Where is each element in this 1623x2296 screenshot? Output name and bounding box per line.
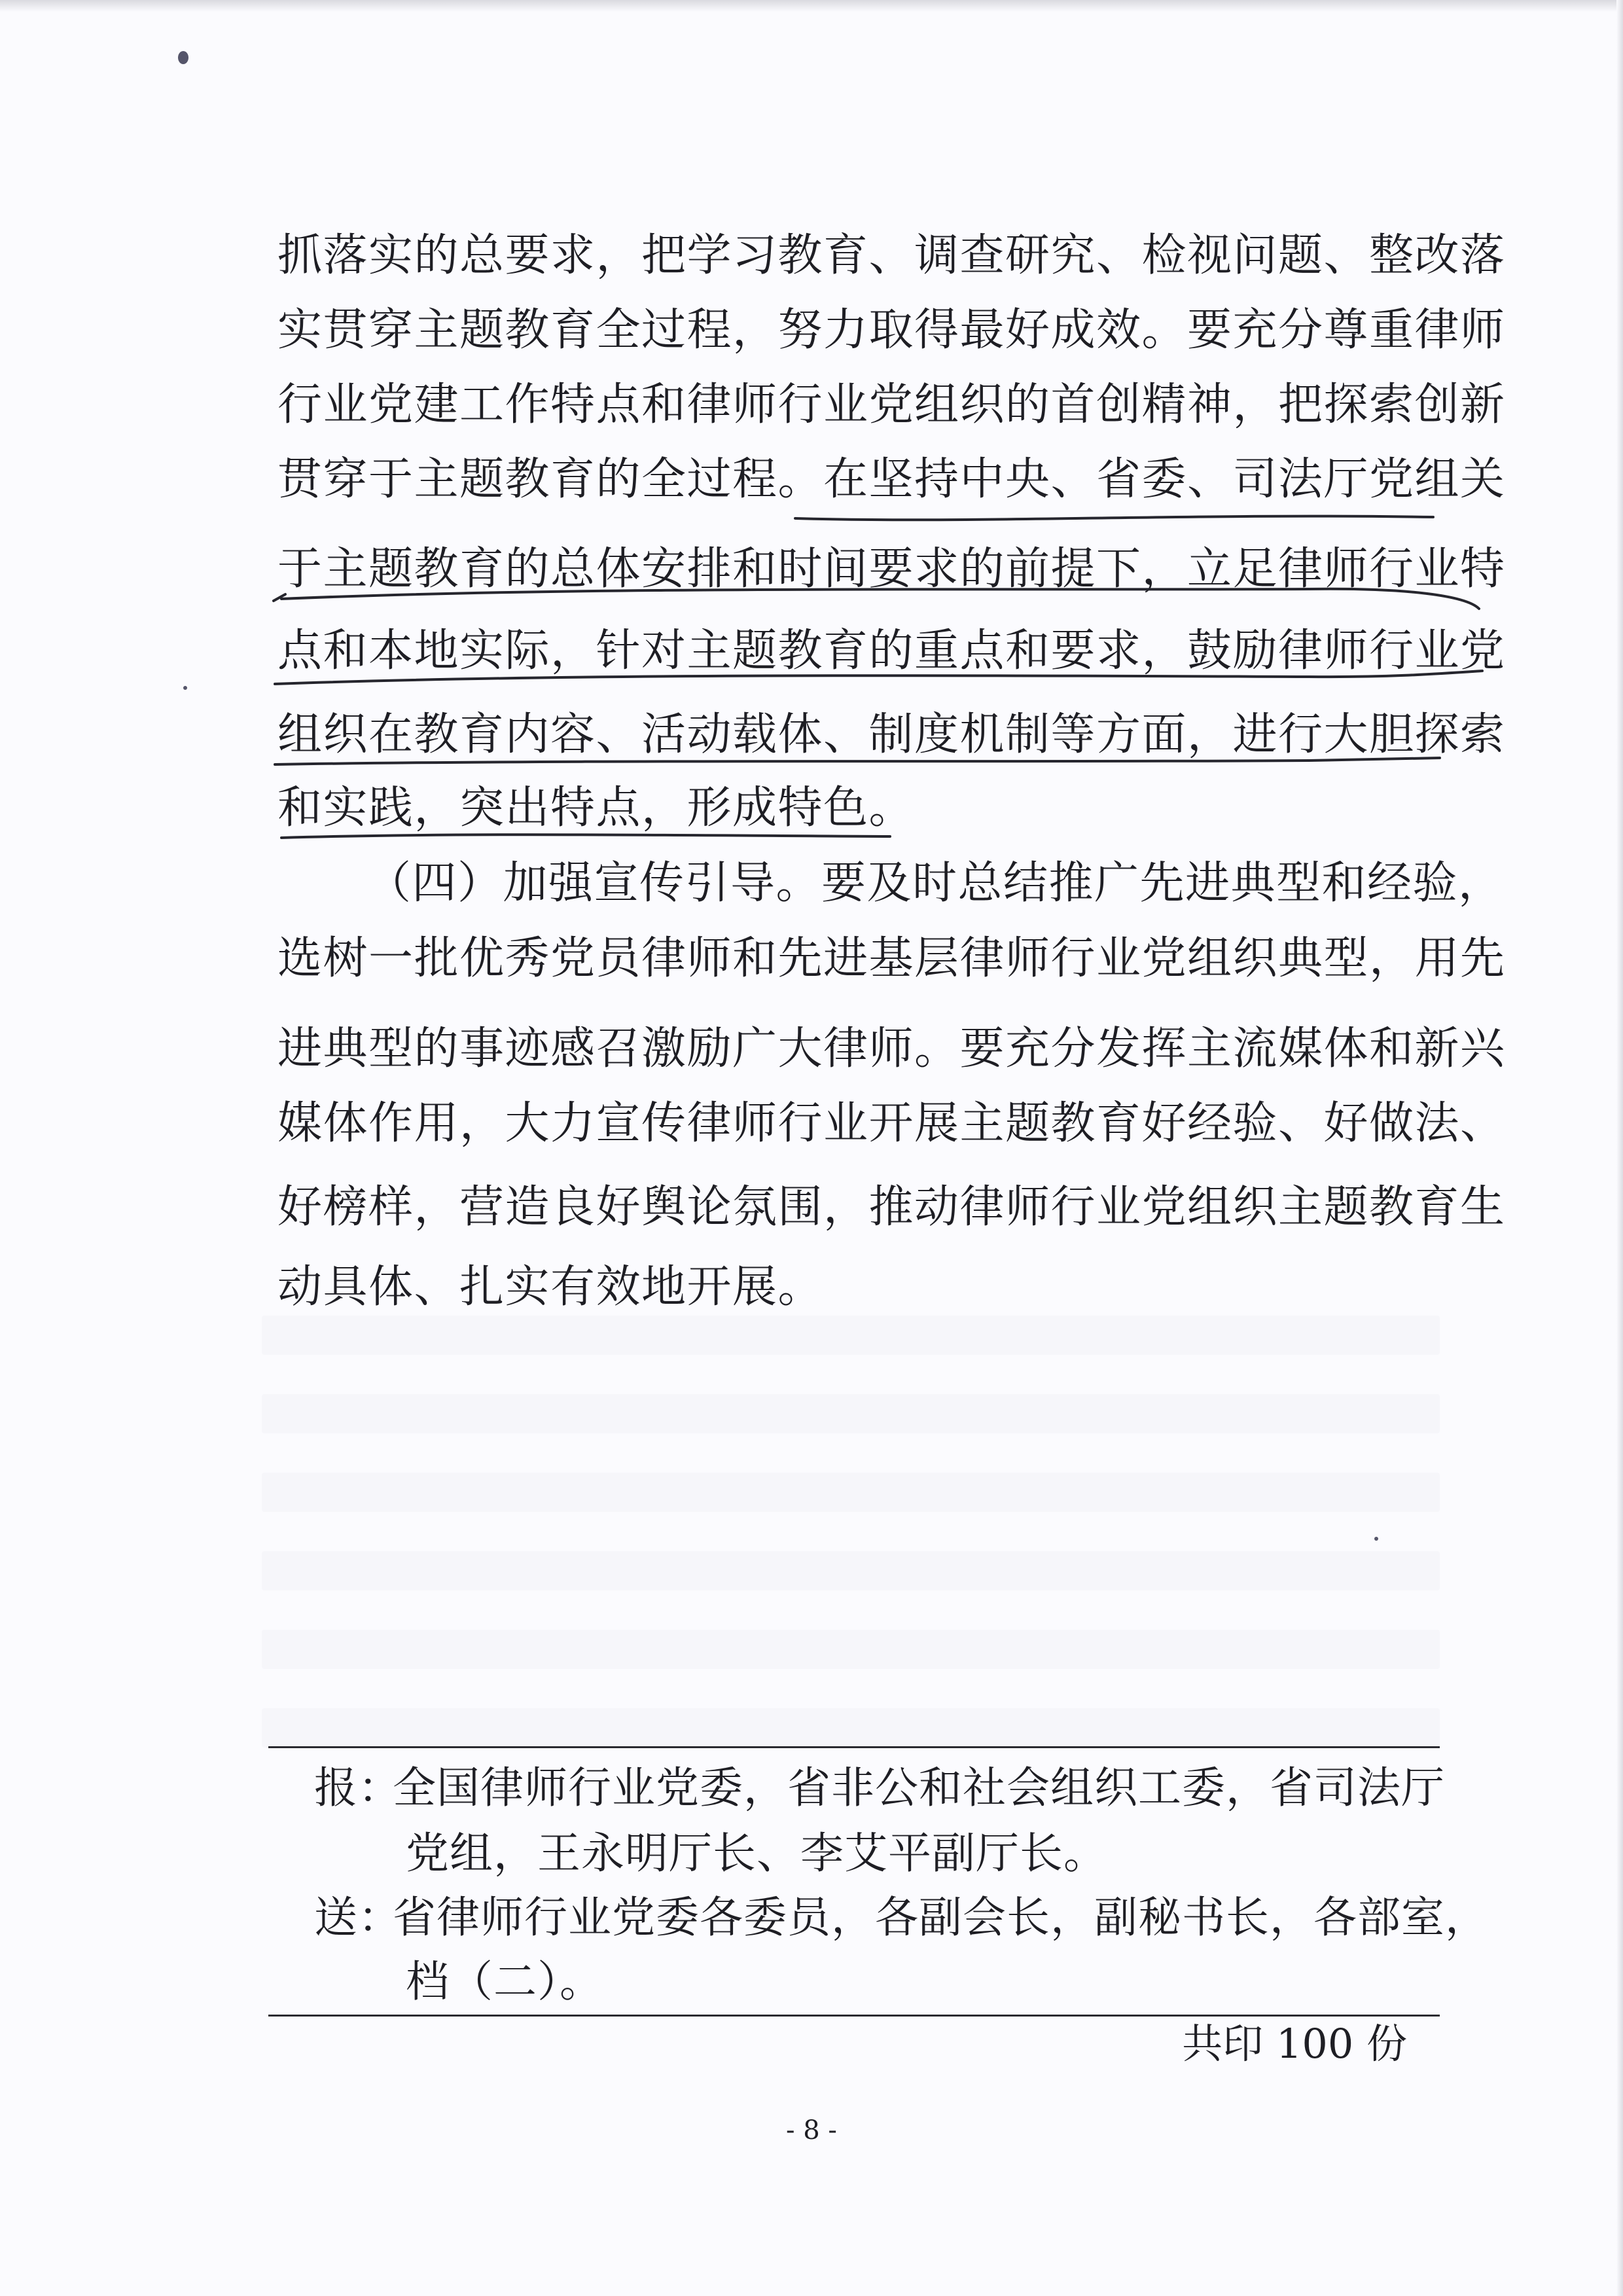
section-heading-line: （四）加强宣传引导。要及时总结推广先进典型和经验，	[366, 857, 1504, 909]
page-number: - 8 -	[786, 2115, 837, 2145]
report-to-line-continued: 党组，王永明厅长、李艾平副厅长。	[406, 1828, 1107, 1878]
body-text-line: 贯穿于主题教育的全过程。在坚持中央、省委、司法厅党组关	[277, 454, 1506, 505]
body-text-line: 媒体作用，大力宣传律师行业开展主题教育好经验、好做法、	[277, 1098, 1506, 1149]
body-text-line: 实贯穿主题教育全过程，努力取得最好成效。要充分尊重律师	[277, 304, 1506, 356]
body-text-line: 选树一批优秀党员律师和先进基层律师行业党组织典型，用先	[277, 933, 1506, 984]
body-text-line: 进典型的事迹感召激励广大律师。要充分发挥主流媒体和新兴	[277, 1023, 1506, 1075]
send-label: 送：	[314, 1892, 402, 1943]
body-text-line: 行业党建工作特点和律师行业党组织的首创精神，把探索创新	[277, 379, 1506, 431]
body-text-line: 抓落实的总要求，把学习教育、调查研究、检视问题、整改落	[277, 230, 1506, 281]
body-text-line: 点和本地实际，针对主题教育的重点和要求，鼓励律师行业党	[277, 625, 1506, 677]
report-label: 报：	[314, 1763, 402, 1813]
print-count: 共印 100 份	[1182, 2020, 1407, 2068]
body-text-line: 好榜样，营造良好舆论氛围，推动律师行业党组织主题教育生	[277, 1181, 1506, 1233]
pen-underline	[275, 758, 1440, 764]
report-recipients: 全国律师行业党委，省非公和社会组织工委，省司法厅	[393, 1763, 1445, 1813]
distribution-top-rule	[268, 1746, 1440, 1748]
pen-underline	[795, 516, 1433, 520]
body-text-line: 于主题教育的总体安排和时间要求的前提下，立足律师行业特	[277, 543, 1506, 595]
pen-underline	[281, 589, 1479, 609]
pen-underline	[275, 671, 1482, 684]
body-text-line: 动具体、扎实有效地开展。	[277, 1261, 824, 1313]
pen-underline	[281, 834, 890, 838]
body-text-line: 组织在教育内容、活动载体、制度机制等方面，进行大胆探索	[277, 709, 1506, 761]
body-text-line: 和实践，突出特点，形成特色。	[277, 782, 915, 834]
send-recipients: 省律师行业党委各委员，各副会长，副秘书长，各部室，	[393, 1892, 1489, 1943]
send-to-line-continued: 档（二）。	[406, 1956, 603, 2007]
